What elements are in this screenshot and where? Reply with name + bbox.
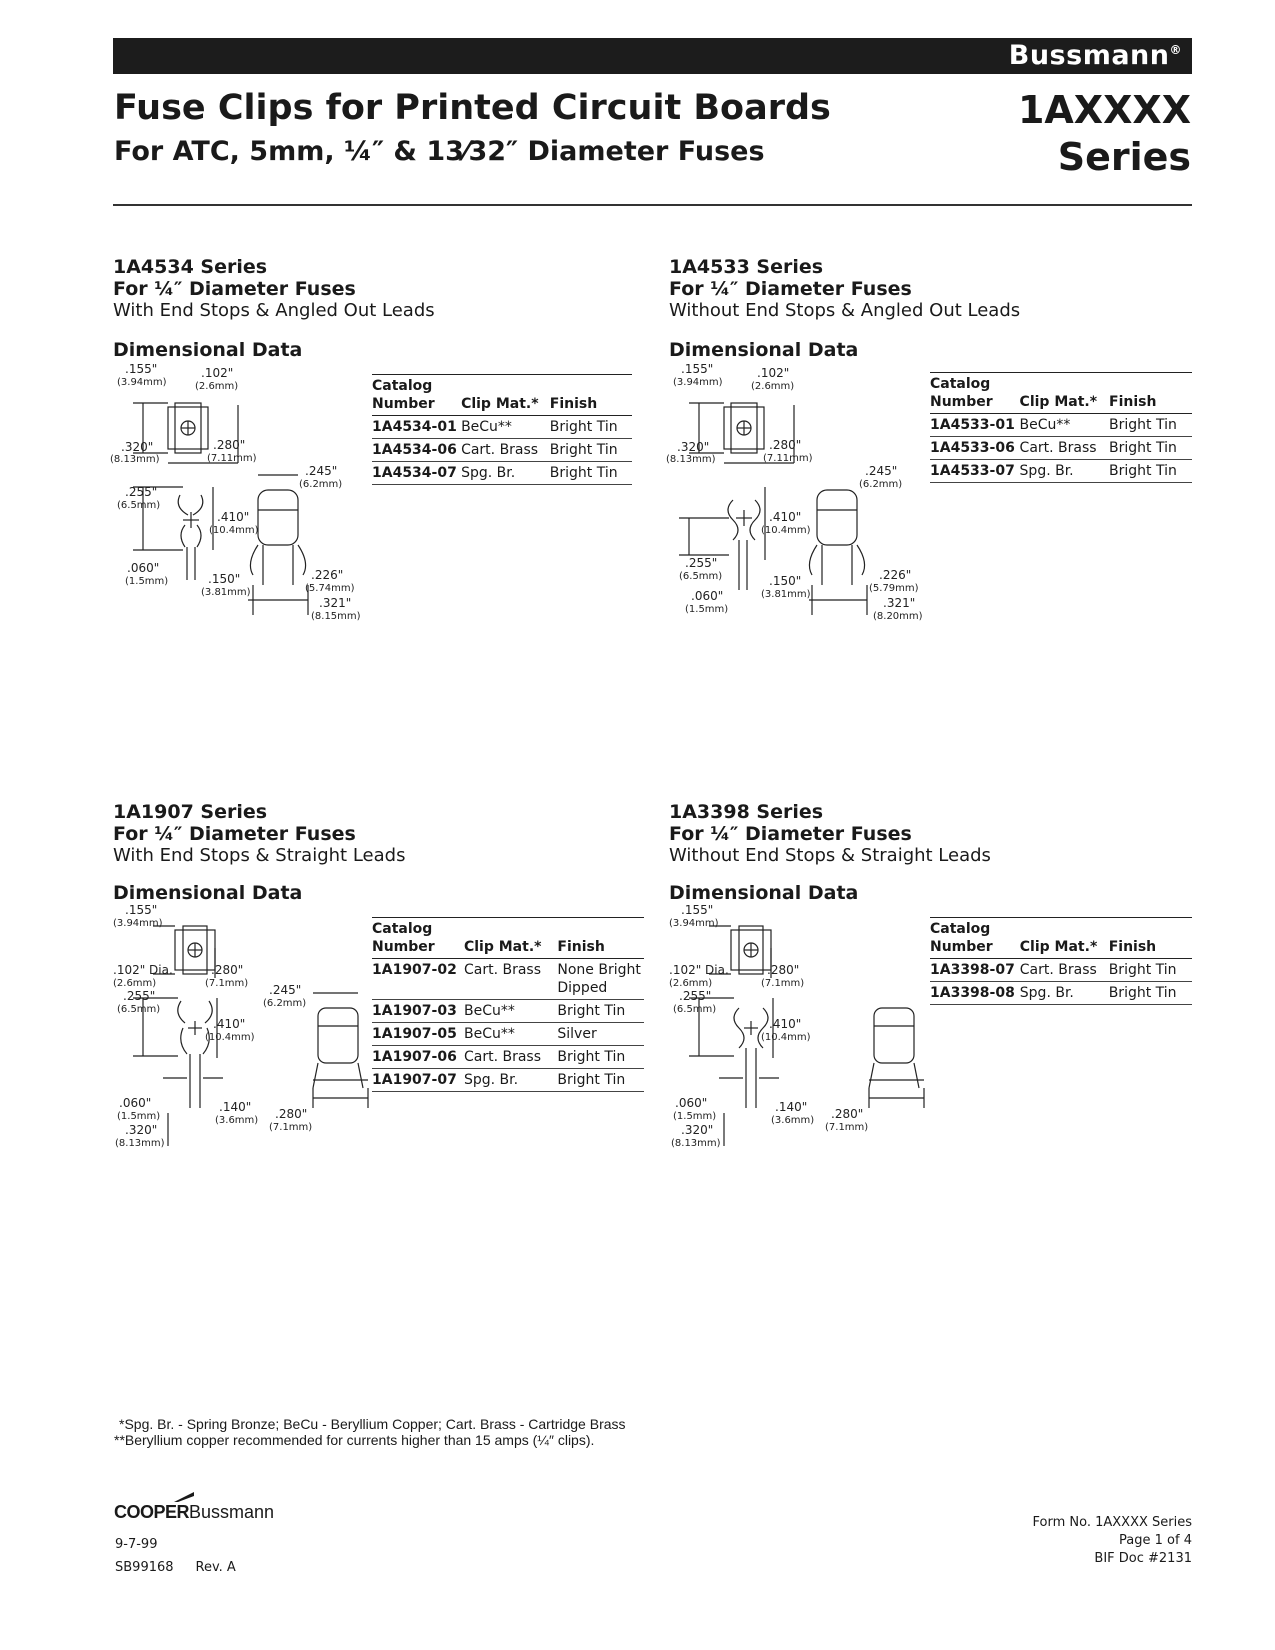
dim-text: .280"	[767, 963, 800, 977]
page-title: Fuse Clips for Printed Circuit Boards	[114, 88, 831, 128]
dim-text: (8.20mm)	[873, 611, 923, 622]
dim-text: (2.6mm)	[751, 381, 795, 392]
dim-text: .060"	[127, 561, 160, 575]
dim-text: .410"	[213, 1017, 246, 1031]
dim-text: .102"	[757, 366, 790, 380]
spec-table-1a4534	[372, 374, 632, 485]
section-desc: With End Stops & Straight Leads	[113, 845, 406, 866]
footnotes	[114, 1416, 626, 1448]
dim-text: (5.74mm)	[305, 583, 355, 594]
dim-text: .280"	[213, 438, 246, 452]
dim-text: .140"	[775, 1100, 808, 1114]
section-desc: Without End Stops & Angled Out Leads	[669, 300, 1021, 321]
dim-text: .245"	[865, 464, 898, 478]
dim-text: .060"	[119, 1096, 152, 1110]
dimension-drawing-1a4533	[666, 362, 929, 650]
dim-text: .155"	[681, 903, 714, 917]
dim-text: .255"	[123, 989, 156, 1003]
col-finish: Finish	[549, 396, 598, 412]
col-catalog: Catalog Number	[372, 921, 435, 955]
header-divider	[113, 204, 1192, 206]
table-row: 1A4534-07 Spg. Br. Bright Tin	[372, 462, 632, 485]
header-bar	[113, 38, 1192, 74]
dim-text: (6.5mm)	[117, 500, 161, 511]
dim-text: .060"	[675, 1096, 708, 1110]
dim-text: (6.2mm)	[263, 998, 307, 1009]
dim-text: .320"	[677, 440, 710, 454]
dim-text: (2.6mm)	[195, 381, 239, 392]
col-finish: Finish	[1109, 394, 1157, 410]
dim-text: (2.6mm)	[669, 978, 713, 989]
table-row: 1A4533-07 Spg. Br. Bright Tin	[930, 460, 1192, 483]
table-row: 1A3398-08 Spg. Br. Bright Tin	[930, 982, 1192, 1005]
logo-mark-icon	[174, 1492, 194, 1502]
table-row: 1A1907-03 BeCu** Bright Tin	[372, 1000, 644, 1023]
dim-text: .280"	[831, 1107, 864, 1121]
dimension-drawing-1a4534	[110, 362, 373, 650]
dim-text: (7.1mm)	[761, 978, 805, 989]
dim-text: (10.4mm)	[761, 525, 811, 536]
form-number: Form No. 1AXXXX Series	[1032, 1515, 1192, 1530]
section-series: 1A4533 Series	[669, 256, 824, 278]
col-catalog: Catalog Number	[930, 376, 993, 410]
dimensional-data-label: Dimensional Data	[113, 882, 303, 904]
table-row: 1A4534-06 Cart. Brass Bright Tin	[372, 439, 632, 462]
section-desc: With End Stops & Angled Out Leads	[113, 300, 435, 321]
table-row: 1A3398-07 Cart. Brass Bright Tin	[930, 959, 1192, 982]
dim-text: (3.94mm)	[117, 377, 167, 388]
dimensional-data-label: Dimensional Data	[113, 339, 303, 361]
section-for: For ¼″ Diameter Fuses	[113, 278, 356, 300]
table-row: 1A4534-01 BeCu** Bright Tin	[372, 416, 632, 439]
section-series: 1A3398 Series	[669, 801, 824, 823]
footer-doc-code: SB99168 Rev. A	[115, 1560, 236, 1575]
section-1a3398	[669, 801, 991, 904]
section-1a1907	[113, 801, 405, 904]
spec-table-1a3398	[930, 917, 1192, 1005]
dim-text: (7.11mm)	[763, 453, 813, 464]
table-row: 1A4533-01 BeCu** Bright Tin	[930, 414, 1192, 437]
dim-text: .410"	[217, 510, 250, 524]
spec-table-1a4533	[930, 372, 1192, 483]
page-subtitle: For ATC, 5mm, ¼″ & 13⁄32″ Diameter Fuses	[114, 136, 765, 167]
footer-date: 9-7-99	[115, 1537, 158, 1552]
dim-text: (7.1mm)	[825, 1122, 869, 1133]
footnote: **Beryllium copper recommended for currents higher than 15 amps (¼″ clips).	[114, 1432, 595, 1448]
dim-text: .321"	[883, 596, 916, 610]
dim-text: .280"	[275, 1107, 308, 1121]
dim-text: .280"	[211, 963, 244, 977]
dimensional-data-label: Dimensional Data	[669, 882, 859, 904]
dim-text: (3.94mm)	[669, 918, 719, 929]
dim-text: .255"	[685, 556, 718, 570]
dim-text: (1.5mm)	[685, 604, 729, 615]
dim-text: .255"	[679, 989, 712, 1003]
dimensional-data-label: Dimensional Data	[669, 339, 859, 361]
dim-text: (7.11mm)	[207, 453, 257, 464]
dim-text: .150"	[769, 574, 802, 588]
dim-text: (3.6mm)	[215, 1115, 259, 1126]
dim-text: (8.13mm)	[110, 454, 160, 465]
section-1a4534	[113, 256, 435, 361]
dim-text: .321"	[319, 596, 352, 610]
dim-text: (7.1mm)	[205, 978, 249, 989]
dim-text: .140"	[219, 1100, 252, 1114]
col-clip: Clip Mat.*	[1019, 394, 1098, 410]
cooper-bussmann-logo: COOPERBussmann	[114, 1502, 274, 1523]
section-series: 1A1907 Series	[113, 801, 268, 823]
spec-table-1a1907	[372, 917, 644, 1092]
dim-text: (1.5mm)	[117, 1111, 161, 1122]
dim-text: (2.6mm)	[113, 978, 157, 989]
dim-text: .060"	[691, 589, 724, 603]
table-row: 1A1907-06 Cart. Brass Bright Tin	[372, 1046, 644, 1069]
dim-text: (3.94mm)	[113, 918, 163, 929]
section-for: For ¼″ Diameter Fuses	[669, 823, 912, 845]
col-catalog: Catalog Number	[372, 378, 435, 412]
table-row: 1A1907-05 BeCu** Silver	[372, 1023, 644, 1046]
dim-text: .102" Dia.	[669, 963, 729, 977]
dim-text: (1.5mm)	[125, 576, 169, 587]
dim-text: (7.1mm)	[269, 1122, 313, 1133]
footnote: *Spg. Br. - Spring Bronze; BeCu - Beryllium Copper; Cart. Brass - Cartridge Brass	[119, 1416, 626, 1432]
dim-text: .150"	[208, 572, 241, 586]
bif-doc: BIF Doc #2131	[1094, 1551, 1192, 1566]
section-for: For ¼″ Diameter Fuses	[113, 823, 356, 845]
section-desc: Without End Stops & Straight Leads	[669, 845, 991, 866]
footer-form-info	[1033, 1514, 1193, 1568]
dim-text: (6.5mm)	[679, 571, 723, 582]
dim-text: (3.81mm)	[201, 587, 251, 598]
dim-text: (8.13mm)	[671, 1138, 721, 1149]
dimension-drawing-1a3398	[669, 903, 929, 1158]
dim-text: (6.2mm)	[299, 479, 343, 490]
dim-text: .255"	[125, 485, 158, 499]
dim-text: .155"	[125, 903, 158, 917]
table-row: 1A1907-07 Spg. Br. Bright Tin	[372, 1069, 644, 1092]
dim-text: .155"	[125, 362, 158, 376]
section-for: For ¼″ Diameter Fuses	[669, 278, 912, 300]
dim-text: .102" Dia.	[113, 963, 173, 977]
dim-text: .320"	[681, 1123, 714, 1137]
dim-text: .155"	[681, 362, 714, 376]
dim-text: (10.4mm)	[205, 1032, 255, 1043]
dim-text: (10.4mm)	[761, 1032, 811, 1043]
col-catalog: Catalog Number	[930, 921, 993, 955]
dim-text: (8.13mm)	[666, 454, 716, 465]
dim-text: .410"	[769, 510, 802, 524]
dim-text: .102"	[201, 366, 234, 380]
dim-text: (8.13mm)	[115, 1138, 165, 1149]
col-finish: Finish	[557, 939, 605, 955]
col-clip: Clip Mat.*	[461, 396, 539, 412]
dimension-drawing-1a1907	[113, 903, 373, 1158]
dim-text: (6.5mm)	[673, 1004, 717, 1015]
brand-name: Bussmann®	[1008, 40, 1182, 71]
dim-text: (1.5mm)	[673, 1111, 717, 1122]
col-clip: Clip Mat.*	[463, 939, 542, 955]
dim-text: (6.2mm)	[859, 479, 903, 490]
col-finish: Finish	[1108, 939, 1157, 955]
table-row: 1A1907-02 Cart. Brass None Bright Dipped	[372, 959, 644, 1000]
dim-text: (5.79mm)	[869, 583, 919, 594]
table-row: 1A4533-06 Cart. Brass Bright Tin	[930, 437, 1192, 460]
series-code: 1AXXXX	[1017, 88, 1191, 132]
series-label: Series	[1057, 135, 1191, 179]
page-number: Page 1 of 4	[1119, 1533, 1192, 1548]
dim-text: (3.94mm)	[673, 377, 723, 388]
dim-text: (3.81mm)	[761, 589, 811, 600]
dim-text: (8.15mm)	[311, 611, 361, 622]
dim-text: .320"	[125, 1123, 158, 1137]
dim-text: .226"	[311, 568, 344, 582]
dim-text: (3.6mm)	[771, 1115, 815, 1126]
dim-text: (6.5mm)	[117, 1004, 161, 1015]
dim-text: (10.4mm)	[209, 525, 259, 536]
col-clip: Clip Mat.*	[1019, 939, 1098, 955]
section-1a4533	[669, 256, 1020, 361]
dim-text: .410"	[769, 1017, 802, 1031]
dim-text: .245"	[305, 464, 338, 478]
dim-text: .226"	[879, 568, 912, 582]
dim-text: .280"	[769, 438, 802, 452]
dim-text: .320"	[121, 440, 154, 454]
section-series: 1A4534 Series	[113, 256, 268, 278]
dim-text: .245"	[269, 983, 302, 997]
